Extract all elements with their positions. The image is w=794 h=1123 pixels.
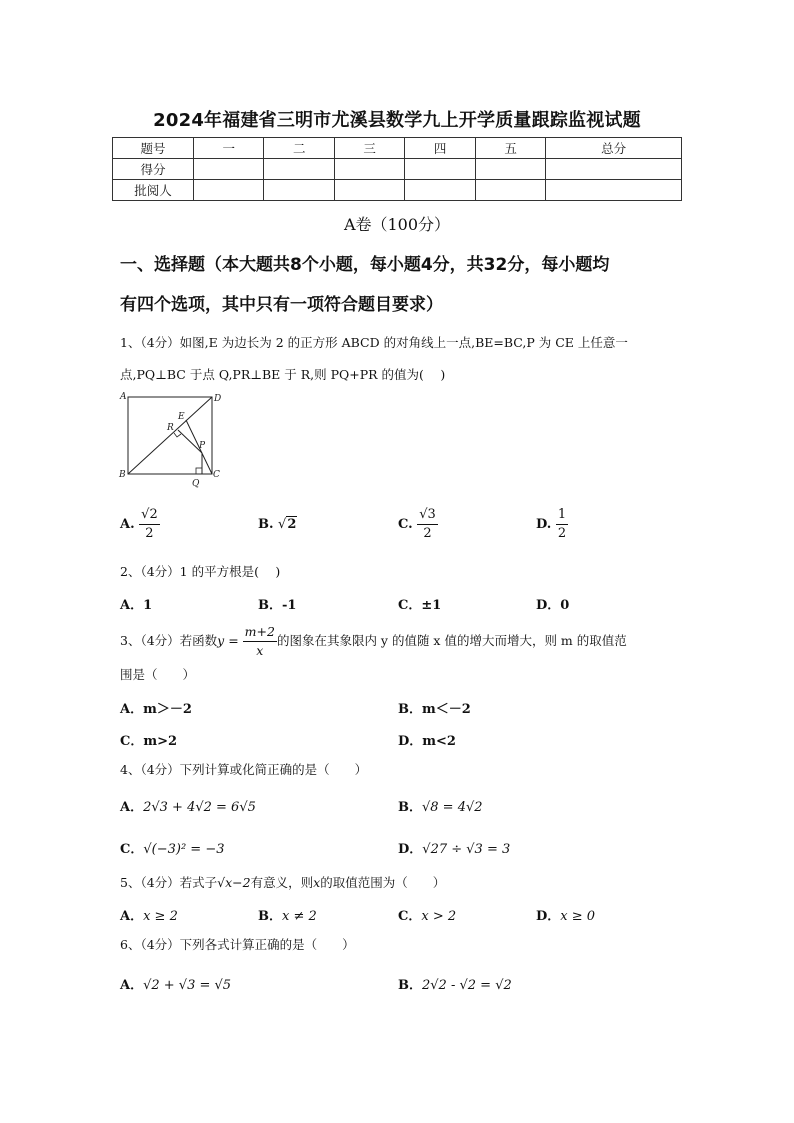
q6-option-a: A．√2 + √3 = √5 — [120, 978, 232, 993]
score-row-label: 批阅人 — [113, 180, 194, 201]
q3-function-fraction: $\frac{m+2}{x}$ — [244, 624, 275, 658]
label-b: B — [119, 470, 126, 480]
q5-option-b: B．x ≠ 2 — [258, 909, 317, 924]
section-a-heading: A卷（100分） — [343, 215, 451, 234]
q1-option-d-fraction: $\frac{1}{2}$ — [557, 507, 567, 541]
score-cell — [475, 180, 545, 201]
part1-heading-line2: 有四个选项，其中只有一项符合题目要求） — [120, 295, 443, 315]
q5-option-a: A．x ≥ 2 — [120, 909, 178, 924]
q1-option-a-fraction: $\frac{√2}{2}$ — [141, 507, 158, 541]
diagonal-bd — [128, 397, 212, 474]
score-cell — [334, 180, 404, 201]
score-cell — [194, 180, 264, 201]
right-angle-q — [196, 468, 202, 474]
score-header-cell: 二 — [264, 138, 334, 159]
label-p: P — [199, 441, 206, 451]
part1-heading-line1: 一、选择题（本大题共8个小题，每小题4分，共32分，每小题均 — [120, 255, 610, 275]
q1-option-a: A. $\frac{√2}{2}$ — [120, 507, 158, 541]
q1-option-c: C. $\frac{√3}{2}$ — [398, 507, 436, 541]
q5-stem: 5、（4分）若式子√x−2有意义，则x的取值范围为（ ） — [120, 875, 446, 890]
q2-option-b: B．-1 — [258, 598, 297, 613]
score-cell — [264, 159, 334, 180]
score-header-cell: 一 — [194, 138, 264, 159]
q2-option-d: D．0 — [536, 598, 570, 613]
q6-stem: 6、（4分）下列各式计算正确的是（ ） — [120, 937, 355, 952]
score-cell — [475, 159, 545, 180]
score-header-cell: 题号 — [113, 138, 194, 159]
score-header-cell: 五 — [475, 138, 545, 159]
label-d: D — [214, 394, 222, 404]
score-table — [112, 137, 682, 201]
score-header-cell: 四 — [405, 138, 475, 159]
q4-option-a: A．2√3 + 4√2 = 6√5 — [120, 800, 256, 815]
q1-option-d: D. $\frac{1}{2}$ — [536, 507, 567, 541]
score-row-label: 得分 — [113, 159, 194, 180]
score-header-cell: 三 — [334, 138, 404, 159]
score-cell — [546, 159, 682, 180]
q3-stem-line2: 围是（ ） — [120, 667, 196, 682]
q1-stem-line2: 点,PQ⊥BC 于点 Q,PR⊥BE 于 R,则 PQ+PR 的值为( ) — [120, 367, 446, 382]
label-r: R — [167, 423, 174, 433]
q3-option-a: A．m＞－2 — [120, 702, 192, 717]
score-cell — [194, 159, 264, 180]
score-cell — [405, 159, 475, 180]
q3-stem-line1: 3、（4分）若函数y = $\frac{m+2}{x}$ 的图象在其象限内 y 的值随 x 值的增大而增大，则 m 的取值范 — [120, 624, 627, 658]
q1-square-figure — [116, 390, 226, 488]
q2-option-a: A．1 — [120, 598, 153, 613]
q1-option-b: B. √2 — [258, 517, 297, 532]
q5-option-d: D．x ≥ 0 — [536, 909, 596, 924]
score-cell — [264, 180, 334, 201]
label-c: C — [213, 470, 220, 480]
score-cell — [334, 159, 404, 180]
q5-option-c: C．x > 2 — [398, 909, 457, 924]
label-q: Q — [192, 479, 200, 488]
q1-option-c-fraction: $\frac{√3}{2}$ — [419, 507, 436, 541]
label-a: A — [120, 392, 127, 402]
q3-option-d: D．m<2 — [398, 734, 456, 749]
score-cell — [405, 180, 475, 201]
q1-stem-line1: 1、（4分）如图,E 为边长为 2 的正方形 ABCD 的对角线上一点,BE=BC,P 为 CE 上任意一 — [120, 335, 628, 350]
q2-option-c: C．±1 — [398, 598, 442, 613]
q3-option-b: B．m＜－2 — [398, 702, 471, 717]
score-cell — [546, 180, 682, 201]
score-table-row — [113, 180, 682, 201]
q3-option-c: C．m>2 — [120, 734, 178, 749]
q4-option-c: C．√(−3)² = −3 — [120, 842, 225, 857]
score-table-row — [113, 159, 682, 180]
right-angle-r — [174, 433, 181, 437]
label-e: E — [178, 412, 185, 422]
q4-option-d: D．√27 ÷ √3 = 3 — [398, 842, 511, 857]
score-table-header-row — [113, 138, 682, 159]
q4-stem: 4、（4分）下列计算或化简正确的是（ ） — [120, 762, 368, 777]
q2-stem: 2、（4分）1 的平方根是( ) — [120, 564, 281, 579]
q4-option-b: B．√8 = 4√2 — [398, 800, 483, 815]
score-header-cell: 总分 — [546, 138, 682, 159]
exam-title: 2024年福建省三明市尤溪县数学九上开学质量跟踪监视试题 — [153, 110, 641, 131]
q5-expression: √x−2 — [217, 875, 251, 890]
q6-option-b: B．2√2 - √2 = √2 — [398, 978, 512, 993]
